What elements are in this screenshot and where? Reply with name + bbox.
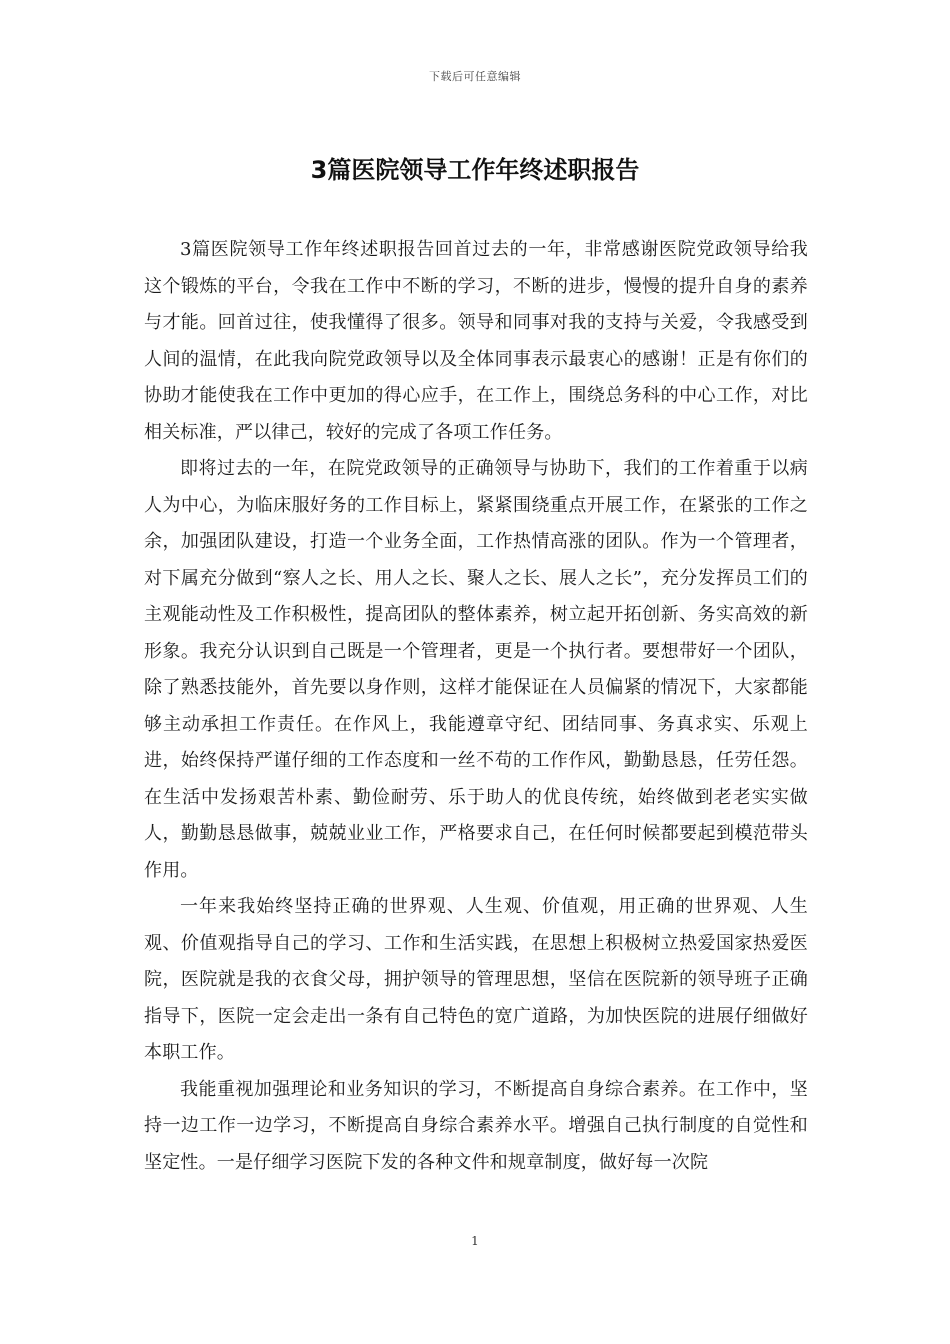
document-title: 3篇医院领导工作年终述职报告 bbox=[310, 156, 640, 184]
header-note: 下载后可任意编辑 bbox=[429, 70, 521, 83]
paragraph-2: 即将过去的一年，在院党政领导的正确领导与协助下，我们的工作着重于以病人为中心，为临床服好务的工作目标上，紧紧围绕重点开展工作，在紧张的工作之余，加强团队建设，打造一个业务全面，工作热情高涨的团队。作为一个管理者，对下属充分做到“察人之长、用人之长、聚人之长、展人之长”，充分发挥员工们的主观能动性及工作积极性，提高团队的整体素养，树立起开拓创新、务实高效的新形象。我充分认识到自己既是一个管理者，更是一个执行者。要想带好一个团队，除了熟悉技能外，首先要以身作则，这样才能保证在人员偏紧的情况下，大家都能够主动承担工作责任。在作风上，我能遵章守纪、团结同事、务真求实、乐观上进，始终保持严谨仔细的工作态度和一丝不苟的工作作风，勤勤恳恳，任劳任怨。在生活中发扬艰苦朴素、勤俭耐劳、乐于助人的优良传统，始终做到老老实实做人，勤勤恳恳做事，兢兢业业工作，严格要求自己，在任何时候都要起到模范带头作用。 bbox=[144, 458, 808, 881]
document-body bbox=[144, 232, 808, 1181]
page-number: 1 bbox=[471, 1234, 479, 1248]
paragraph-3: 一年来我始终坚持正确的世界观、人生观、价值观，用正确的世界观、人生观、价值观指导自己的学习、工作和生活实践，在思想上积极树立热爱国家热爱医院，医院就是我的衣食父母，拥护领导的管理思想，坚信在医院新的领导班子正确指导下，医院一定会走出一条有自己特色的宽广道路，为加快医院的进展仔细做好本职工作。 bbox=[144, 896, 808, 1063]
paragraph-1: 3篇医院领导工作年终述职报告回首过去的一年，非常感谢医院党政领导给我这个锻炼的平台，令我在工作中不断的学习，不断的进步，慢慢的提升自身的素养与才能。回首过往，使我懂得了很多。领导和同事对我的支持与关爱，令我感受到人间的温情，在此我向院党政领导以及全体同事表示最衷心的感谢！正是有你们的协助才能使我在工作中更加的得心应手，在工作上，围绕总务科的中心工作，对比相关标准，严以律己，较好的完成了各项工作任务。 bbox=[144, 239, 808, 443]
paragraph-4: 我能重视加强理论和业务知识的学习，不断提高自身综合素养。在工作中，坚持一边工作一边学习，不断提高自身综合素养水平。增强自己执行制度的自觉性和坚定性。一是仔细学习医院下发的各种文件和规章制度，做好每一次院 bbox=[144, 1078, 808, 1173]
